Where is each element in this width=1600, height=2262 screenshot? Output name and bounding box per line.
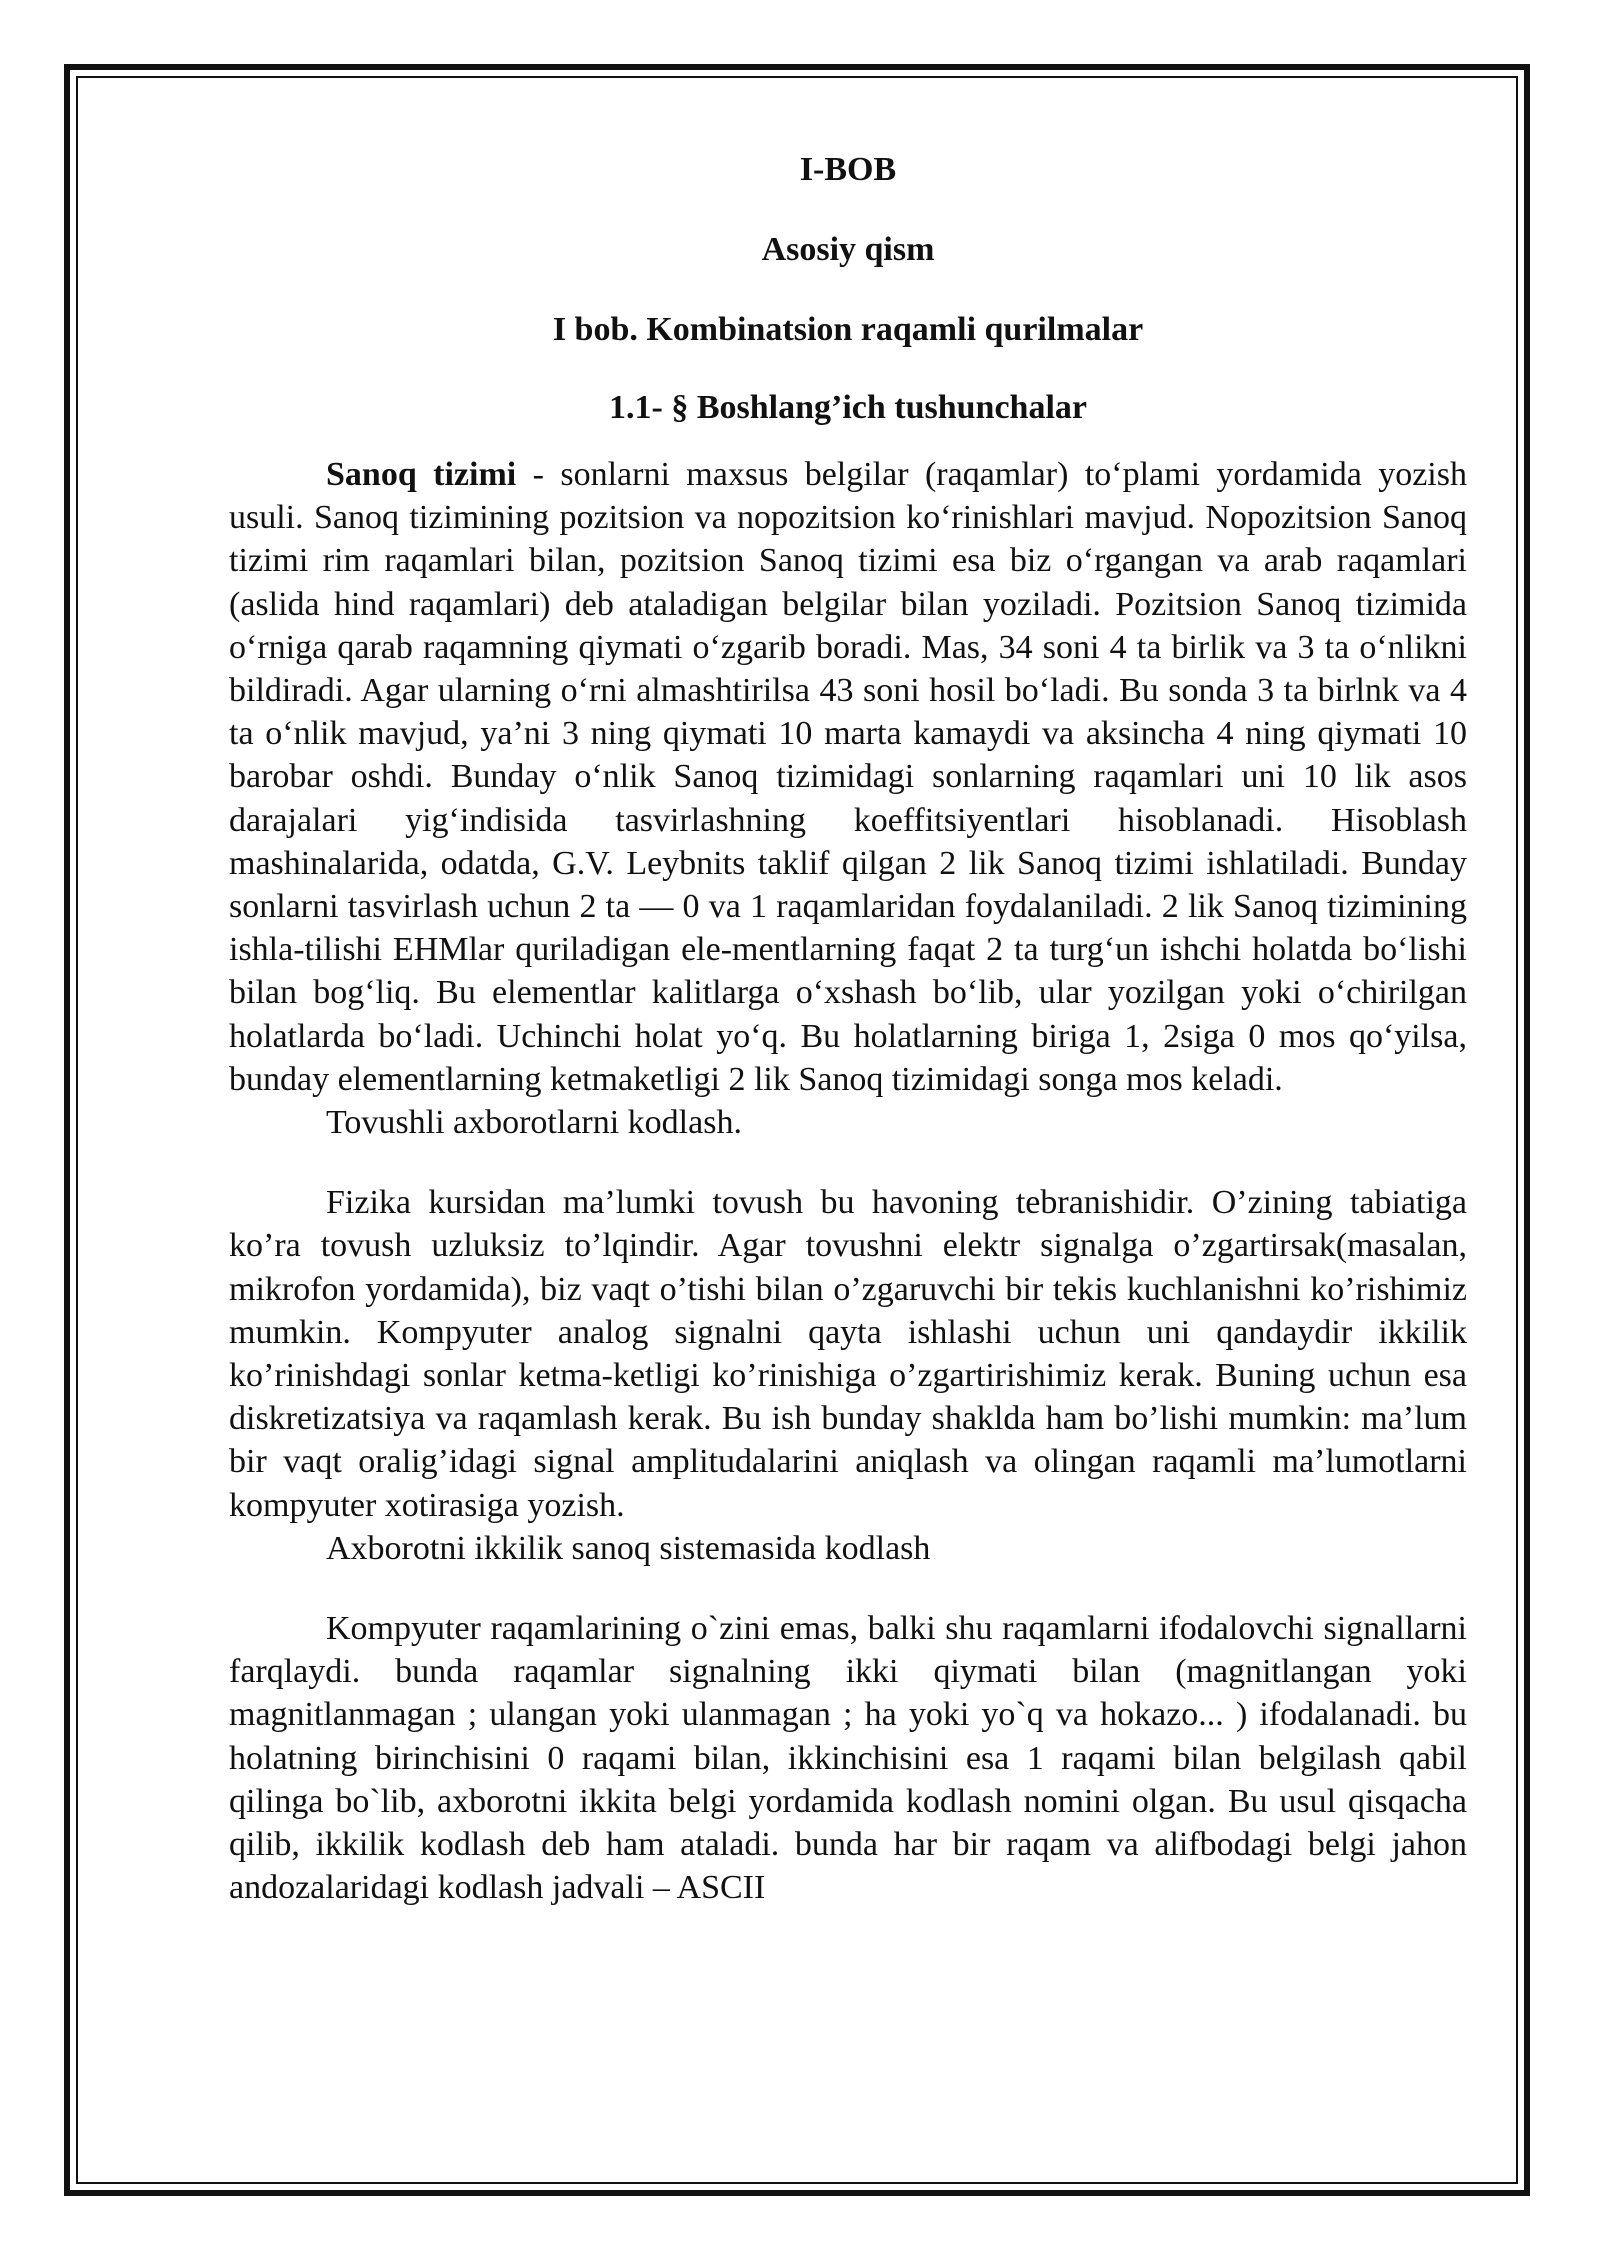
paragraph-number-systems-text: - sonlarni maxsus belgilar (raqamlar) to‘plami yordamida yozish usuli. Sanoq tizimining pozitsion va nopozitsion ko‘rinishlari mavjud. Nopozitsion Sanoq tizimi rim raqamlari bilan, pozitsion Sanoq tizimi esa biz o‘rgangan va arab raqamlari (aslida hind raqamlari) deb ataladigan belgilar bilan yoziladi. Pozitsion Sanoq tizimida o‘rniga qarab raqamning qiymati o‘zgarib boradi. Mas, 34 soni 4 ta birlik va 3 ta o‘nlikni bildiradi. Agar ularning o‘rni almashtirilsa 43 soni hosil bo‘ladi. Bu sonda 3 ta birlnk va 4 ta o‘nlik mavjud, ya’ni 3 ning qiymati 10 marta kamaydi va aksincha 4 ning qiymati 10 barobar oshdi. Bunday o‘nlik Sanoq tizimidagi sonlarning raqamlari uni 10 lik asos darajalari yig‘indisida tasvirlashning koeffitsiyentlari hisoblanadi. Hisoblash mashinalarida, odatda, G.V. Leybnits taklif qilgan 2 lik Sanoq tizimi ishlatiladi. Bunday sonlarni tasvirlash uchun 2 ta — 0 va 1 raqamlaridan foydalaniladi. 2 lik Sanoq tizimining ishla-tilishi EHMlar quriladigan ele-mentlarning faqat 2 ta turg‘un ishchi holatda bo‘lishi bilan bog‘liq. Bu elementlar kalitlarga o‘xshash bo‘lib, ular yozilgan yoki o‘chirilgan holatlarda bo‘ladi. Uchinchi holat yo‘q. Bu holatlarning biriga 1, 2siga 0 mos qo‘yilsa, bunday elementlarning ketmaketligi 2 lik Sanoq tizimidagi songa mos keladi. bbox=[229, 456, 1467, 1098]
term-sanoq-tizimi: Sanoq tizimi bbox=[326, 456, 517, 493]
chapter-label: I-BOB bbox=[799, 151, 897, 188]
subtitle-binary-encoding: Axborotni ikkilik sanoq sistemasida kodlash bbox=[326, 1529, 931, 1567]
subtitle-sound-encoding: Tovushli axborotlarni kodlash. bbox=[326, 1104, 742, 1142]
part-title: Asosiy qism bbox=[761, 231, 935, 268]
section-title: 1.1- § Boshlang’ich tushunchalar bbox=[609, 389, 1087, 426]
document-page bbox=[229, 148, 1467, 1910]
chapter-title: I bob. Kombinatsion raqamli qurilmalar bbox=[552, 311, 1144, 348]
paragraph-sound-encoding: Fizika kursidan ma’lumki tovush bu havoning tebranishidir. O’zining tabiatiga ko’ra tovush uzluksiz to’lqindir. Agar tovushni elektr signalga o’zgartirsak(masalan, mikrofon yordamida), biz vaqt o’tishi bilan o’zgaruvchi bir tekis kuchlanishni ko’rishimiz mumkin. Kompyuter analog signalni qayta ishlashi uchun uni qandaydir ikkilik ko’rinishdagi sonlar ketma-ketligi ko’rinishiga o’zgartirishimiz kerak. Buning uchun esa diskretizatsiya va raqamlash kerak. Bu ish bunday shaklda ham bo’lishi mumkin: ma’lum bir vaqt oralig’idagi signal amplitudalarini aniqlash va olingan raqamli ma’lumotlarni kompyuter xotirasiga yozish. bbox=[229, 1184, 1467, 1524]
paragraph-binary-encoding: Kompyuter raqamlarining o`zini emas, balki shu raqamlarni ifodalovchi signallarni farqlaydi. bunda raqamlar signalning ikki qiymati bilan (magnitlangan yoki magnitlanmagan ; ulangan yoki ulanmagan ; ha yoki yo`q va hokazo... ) ifodalanadi. bu holatning birinchisini 0 raqami bilan, ikkinchisini esa 1 raqami bilan belgilash qabil qilinga bo`lib, axborotni ikkita belgi yordamida kodlash nomini olgan. Bu usul qisqacha qilib, ikkilik kodlash deb ham ataladi. bunda har bir raqam va alifbodagi belgi jahon andozalaridagi kodlash jadvali – ASCII bbox=[229, 1610, 1467, 1907]
paragraph-number-systems bbox=[229, 453, 1467, 1101]
